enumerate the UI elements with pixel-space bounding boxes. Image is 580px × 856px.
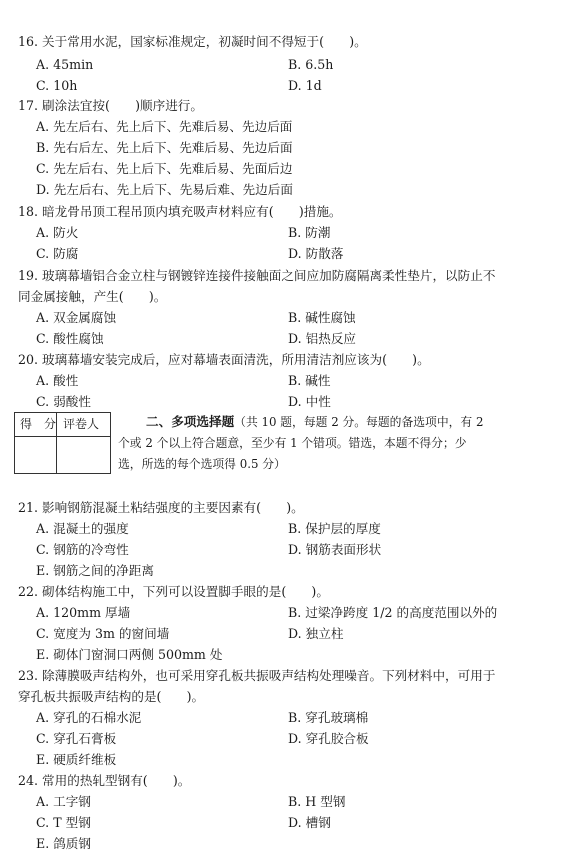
question-22-stem: 22. 砌体结构施工中，下列可以设置脚手眼的是( )。 bbox=[18, 584, 329, 599]
q19-option-a: A. 双金属腐蚀 bbox=[36, 310, 117, 325]
question-24-stem: 24. 常用的热轧型钢有( )。 bbox=[18, 773, 191, 788]
q18-option-b: B. 防潮 bbox=[288, 225, 331, 240]
question-16-stem: 16. 关于常用水泥，国家标准规定，初凝时间不得短于( )。 bbox=[18, 34, 367, 49]
q22-option-a: A. 120mm 厚墙 bbox=[36, 605, 131, 620]
question-23-stem-line1: 23. 除薄膜吸声结构外，也可采用穿孔板共振吸声结构处理噪音。下列材料中，可用于 bbox=[18, 668, 496, 683]
q21-option-d: D. 钢筋表面形状 bbox=[288, 542, 382, 557]
section-2-title: 二、多项选择题 bbox=[146, 414, 235, 429]
q22-option-e: E. 砌体门窗洞口两侧 500mm 处 bbox=[36, 647, 223, 662]
q16-option-b: B. 6.5h bbox=[288, 57, 334, 72]
section-2-desc-line2: 个或 2 个以上符合题意，至少有 1 个错项。错选，本题不得分；少 bbox=[118, 436, 467, 450]
question-20-stem: 20. 玻璃幕墙安装完成后，应对幕墙表面清洗，所用清洁剂应该为( )。 bbox=[18, 352, 430, 367]
q22-option-b: B. 过梁净跨度 1/2 的高度范围以外的 bbox=[288, 605, 498, 620]
section-2-heading bbox=[146, 414, 483, 430]
question-23-stem-line2: 穿孔板共振吸声结构的是( )。 bbox=[18, 689, 205, 704]
q20-option-d: D. 中性 bbox=[288, 394, 331, 409]
q21-option-a: A. 混凝土的强度 bbox=[36, 521, 129, 536]
q24-option-c: C. T 型钢 bbox=[36, 815, 91, 830]
q18-option-c: C. 防腐 bbox=[36, 246, 79, 261]
q19-option-b: B. 碱性腐蚀 bbox=[288, 310, 356, 325]
q20-option-b: B. 碱性 bbox=[288, 373, 331, 388]
score-box bbox=[14, 412, 111, 474]
q23-option-c: C. 穿孔石膏板 bbox=[36, 731, 117, 746]
q17-option-a: A. 先左后右、先上后下、先难后易、先边后面 bbox=[36, 119, 293, 134]
question-19-stem-line1: 19. 玻璃幕墙铝合金立柱与钢镀锌连接件接触面之间应加防腐隔离柔性垫片，以防止不 bbox=[18, 268, 496, 283]
q21-option-e: E. 钢筋之间的净距离 bbox=[36, 563, 154, 578]
q20-option-a: A. 酸性 bbox=[36, 373, 79, 388]
q21-option-b: B. 保护层的厚度 bbox=[288, 521, 381, 536]
score-box-divider bbox=[56, 413, 57, 473]
q23-option-d: D. 穿孔胶合板 bbox=[288, 731, 369, 746]
score-label: 得 分 bbox=[20, 417, 57, 431]
q24-option-e: E. 鸽质钢 bbox=[36, 836, 91, 851]
q17-option-d: D. 先左后右、先上后下、先易后难、先边后面 bbox=[36, 182, 293, 197]
q18-option-d: D. 防散落 bbox=[288, 246, 344, 261]
q24-option-d: D. 槽钢 bbox=[288, 815, 331, 830]
question-18-stem: 18. 暗龙骨吊顶工程吊顶内填充吸声材料应有( )措施。 bbox=[18, 204, 342, 219]
q22-option-c: C. 宽度为 3m 的窗间墙 bbox=[36, 626, 170, 641]
q18-option-a: A. 防火 bbox=[36, 225, 79, 240]
q16-option-a: A. 45min bbox=[36, 57, 94, 72]
q17-option-b: B. 先右后左、先上后下、先难后易、先边后面 bbox=[36, 140, 293, 155]
q19-option-c: C. 酸性腐蚀 bbox=[36, 331, 104, 346]
q17-option-c: C. 先左后右、先上后下、先难后易、先面后边 bbox=[36, 161, 293, 176]
question-21-stem: 21. 影响钢筋混凝土粘结强度的主要因素有( )。 bbox=[18, 500, 304, 515]
section-2-desc-line1: （共 10 题，每题 2 分。每题的备选项中，有 2 bbox=[234, 415, 484, 429]
q24-option-b: B. H 型钢 bbox=[288, 794, 346, 809]
q23-option-b: B. 穿孔玻璃棉 bbox=[288, 710, 369, 725]
question-19-stem-line2: 同金属接触，产生( )。 bbox=[18, 289, 167, 304]
grader-label: 评卷人 bbox=[63, 417, 100, 431]
section-2-desc-line3: 选，所选的每个选项得 0.5 分） bbox=[118, 457, 286, 471]
q19-option-d: D. 铝热反应 bbox=[288, 331, 357, 346]
q16-option-c: C. 10h bbox=[36, 78, 78, 93]
q24-option-a: A. 工字钢 bbox=[36, 794, 91, 809]
q20-option-c: C. 弱酸性 bbox=[36, 394, 91, 409]
q23-option-a: A. 穿孔的石棉水泥 bbox=[36, 710, 142, 725]
q23-option-e: E. 硬质纤维板 bbox=[36, 752, 117, 767]
q16-option-d: D. 1d bbox=[288, 78, 322, 93]
question-17-stem: 17. 刷涂法宜按( )顺序进行。 bbox=[18, 98, 203, 113]
q21-option-c: C. 钢筋的冷弯性 bbox=[36, 542, 129, 557]
q22-option-d: D. 独立柱 bbox=[288, 626, 344, 641]
